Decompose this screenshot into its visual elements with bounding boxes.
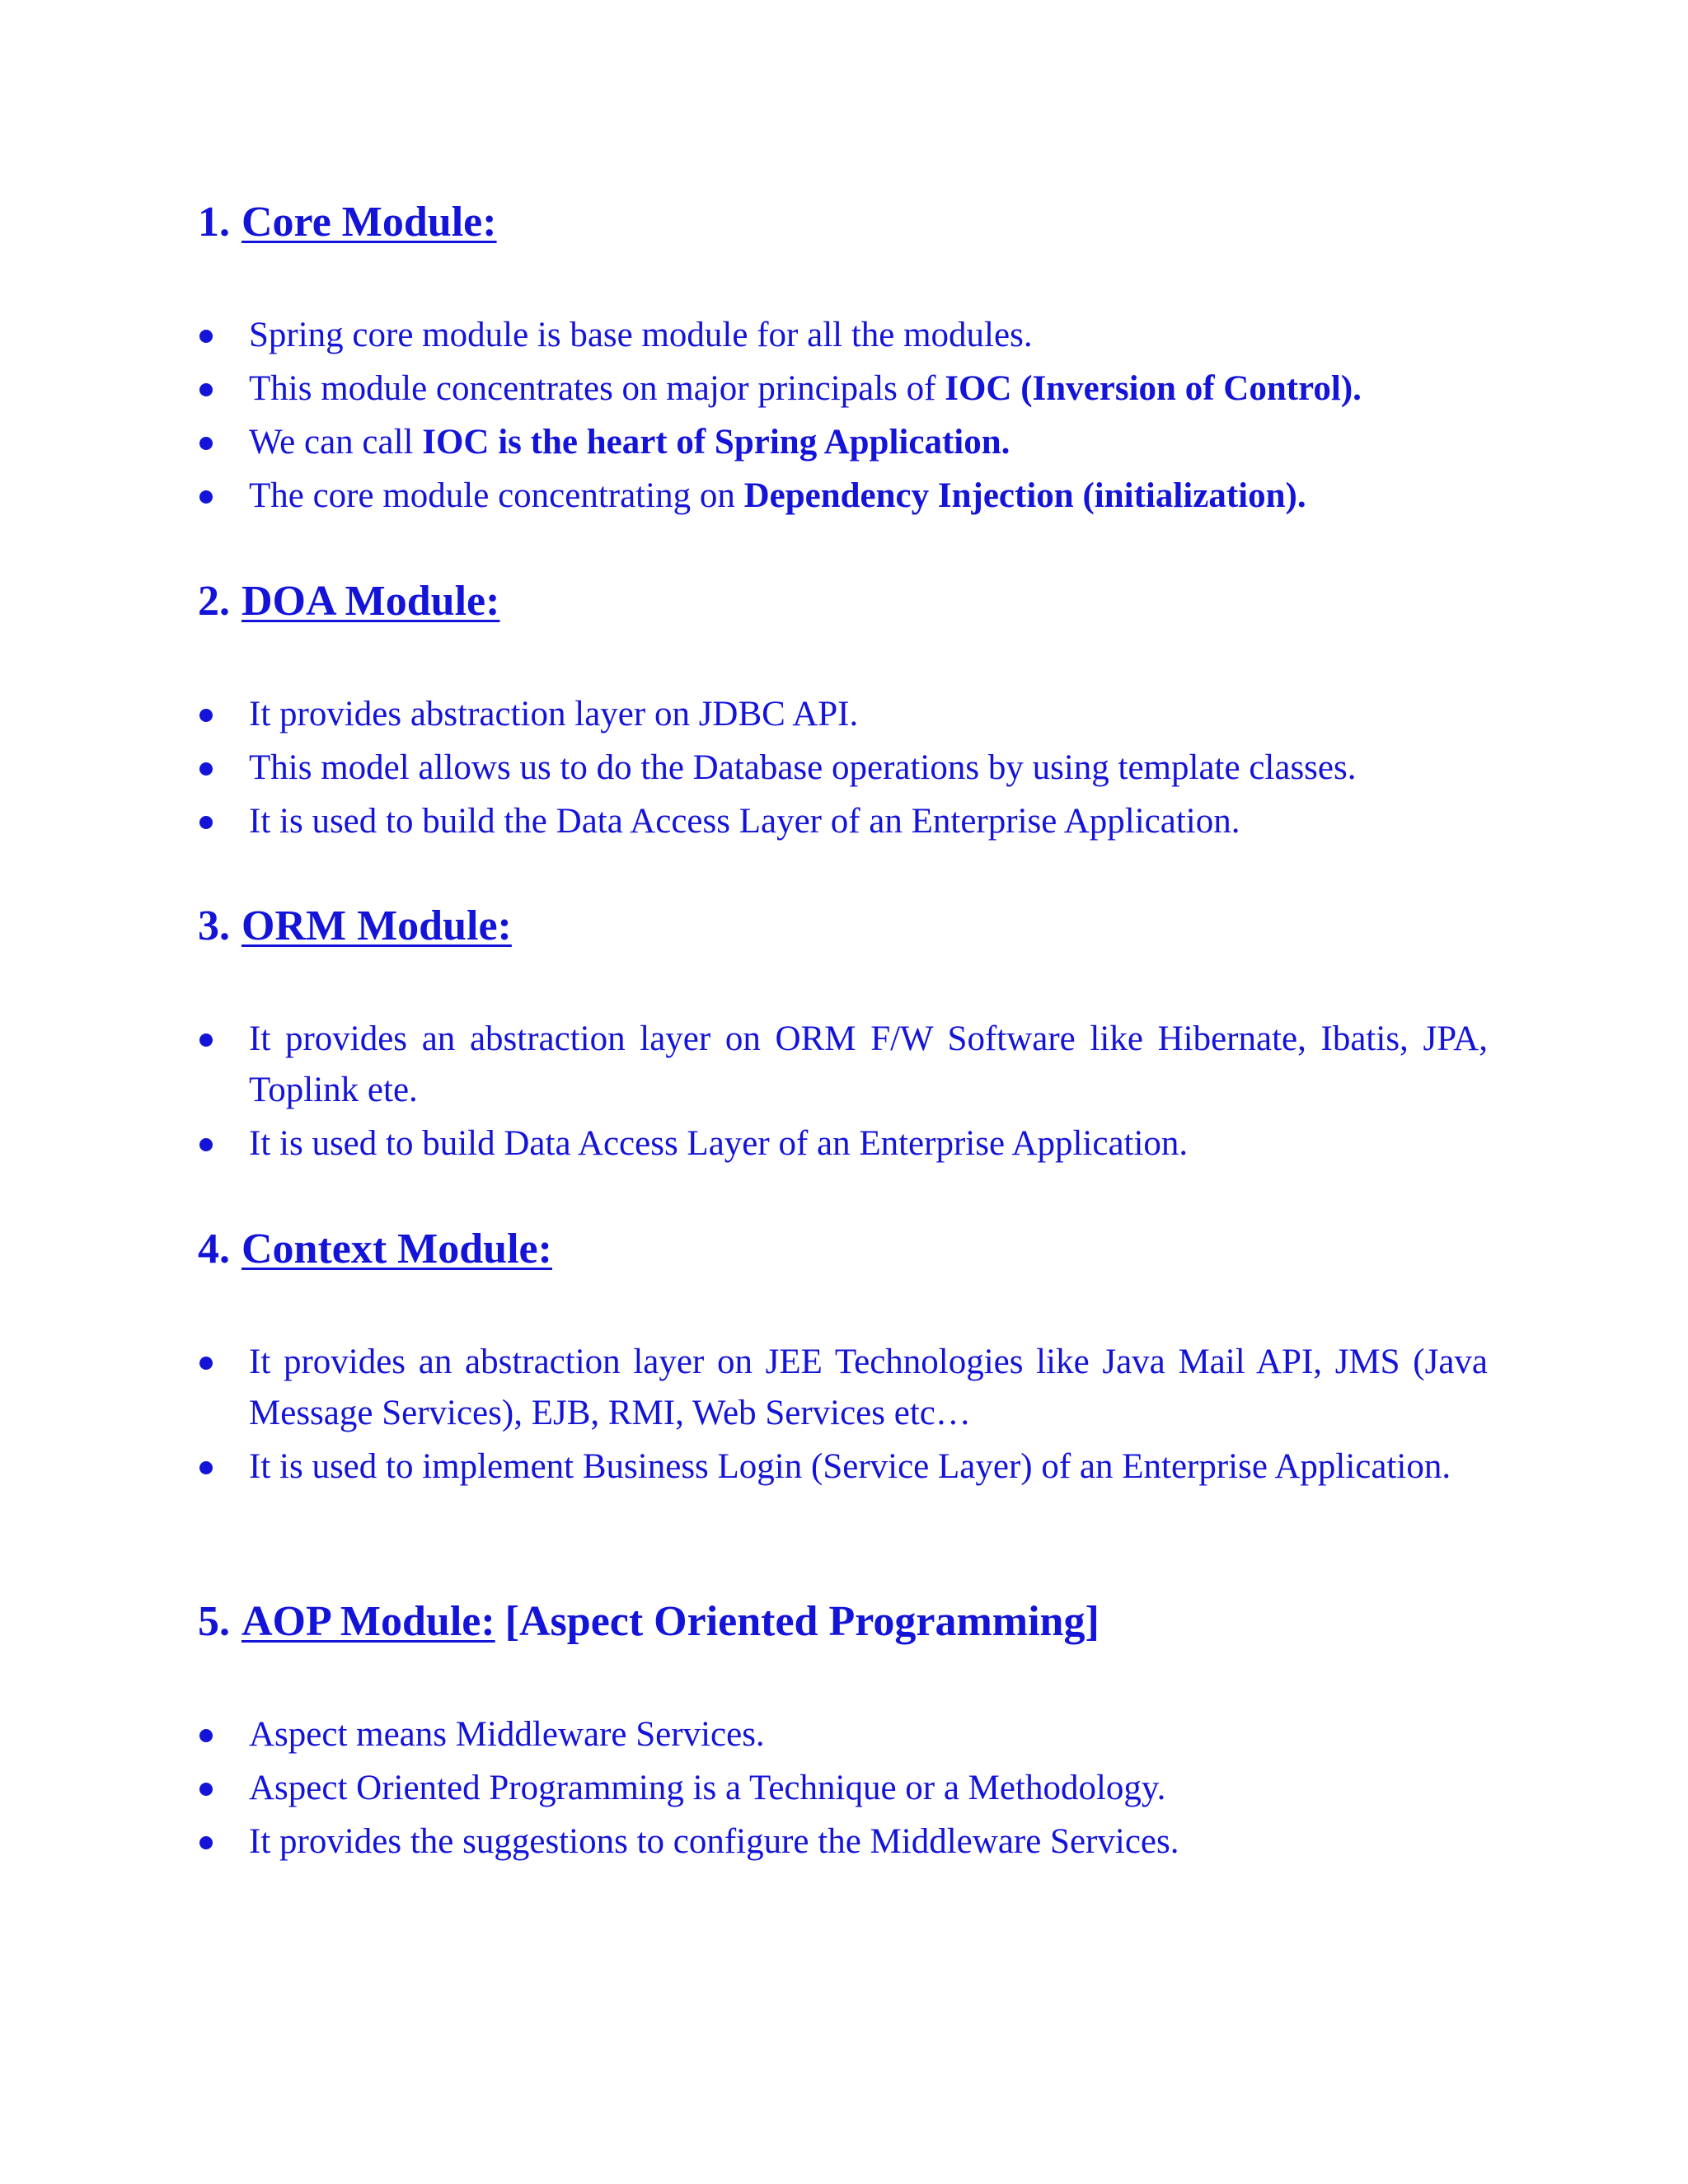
section-title: AOP Module:	[241, 1598, 495, 1645]
list-item	[198, 743, 1488, 794]
section-heading	[198, 900, 1488, 953]
list-item	[198, 471, 1488, 522]
list-item-text: The core module concentrating on	[249, 476, 744, 515]
section-core-module	[198, 196, 1488, 524]
list-item	[198, 1709, 1488, 1760]
bullet-icon	[199, 816, 213, 829]
section-number: 5.	[198, 1598, 230, 1645]
section-title: DOA Module:	[241, 578, 500, 625]
bullet-icon	[199, 1836, 213, 1849]
list-item-text: Spring core module is base module for all the modules.	[249, 316, 1033, 354]
section-number: 1.	[198, 199, 230, 246]
bullet-icon	[199, 1357, 213, 1370]
list-item-bold-text: IOC is the heart of Spring Application.	[422, 423, 1010, 462]
section-subtitle: [Aspect Oriented Programming]	[504, 1598, 1100, 1645]
list-item-text: It provides an abstraction layer on JEE Technologies like Java Mail API, JMS (Java Message Services), EJB, RMI, Web Services etc…	[249, 1343, 1488, 1432]
section-title: Core Module:	[241, 199, 497, 246]
section-number: 4.	[198, 1226, 230, 1272]
section-doa-module	[198, 575, 1488, 850]
list-item	[198, 1816, 1488, 1868]
list-item	[198, 1014, 1488, 1116]
list-item	[198, 417, 1488, 468]
section-heading	[198, 1223, 1488, 1276]
bullet-icon	[199, 437, 213, 450]
section-context-module	[198, 1223, 1488, 1495]
list-item-text: We can call	[249, 423, 423, 462]
bullet-icon	[199, 1138, 213, 1151]
bullet-icon	[199, 1461, 213, 1474]
bullet-icon	[199, 1783, 213, 1796]
bullet-icon	[199, 330, 213, 343]
bullet-icon	[199, 490, 213, 504]
list-item	[198, 796, 1488, 847]
section-number: 3.	[198, 902, 230, 949]
list-item	[198, 1118, 1488, 1169]
list-item-text: It provides abstraction layer on JDBC API.	[249, 695, 859, 733]
section-heading	[198, 575, 1488, 628]
bullet-icon	[199, 383, 213, 396]
bullet-list	[198, 310, 1488, 522]
section-orm-module	[198, 900, 1488, 1172]
list-item	[198, 1337, 1488, 1439]
list-item-text: This model allows us to do the Database operations by using template classes.	[249, 748, 1357, 787]
list-item-bold-text: IOC (Inversion of Control).	[945, 369, 1362, 408]
bullet-list	[198, 1014, 1488, 1169]
list-item-text: Aspect means Middleware Services.	[249, 1715, 765, 1754]
section-heading	[198, 1596, 1488, 1648]
bullet-list	[198, 1337, 1488, 1493]
list-item-text: It provides the suggestions to configure the Middleware Services.	[249, 1822, 1179, 1861]
bullet-icon	[199, 1729, 213, 1742]
list-item	[198, 1441, 1488, 1493]
list-item	[198, 1763, 1488, 1814]
section-title: ORM Module:	[241, 902, 512, 949]
section-number: 2.	[198, 578, 230, 625]
list-item	[198, 689, 1488, 740]
section-heading	[198, 196, 1488, 249]
bullet-list	[198, 1709, 1488, 1868]
list-item-text: It is used to build the Data Access Layer of an Enterprise Application.	[249, 802, 1240, 841]
list-item-text: It is used to implement Business Login (Service Layer) of an Enterprise Application.	[249, 1447, 1451, 1486]
list-item-text: It is used to build Data Access Layer of an Enterprise Application.	[249, 1124, 1189, 1163]
bullet-icon	[199, 709, 213, 722]
section-aop-module	[198, 1596, 1488, 1870]
bullet-icon	[199, 1033, 213, 1047]
list-item-text: Aspect Oriented Programming is a Technique or a Methodology.	[249, 1769, 1166, 1807]
list-item	[198, 363, 1488, 415]
section-title: Context Module:	[241, 1226, 552, 1272]
list-item-text: This module concentrates on major principals of	[249, 369, 945, 408]
list-item-text: It provides an abstraction layer on ORM F/W Software like Hibernate, Ibatis, JPA, Toplink ete.	[249, 1019, 1488, 1109]
bullet-icon	[199, 762, 213, 776]
list-item-bold-text: Dependency Injection (initialization).	[743, 476, 1306, 515]
bullet-list	[198, 689, 1488, 847]
list-item	[198, 310, 1488, 361]
